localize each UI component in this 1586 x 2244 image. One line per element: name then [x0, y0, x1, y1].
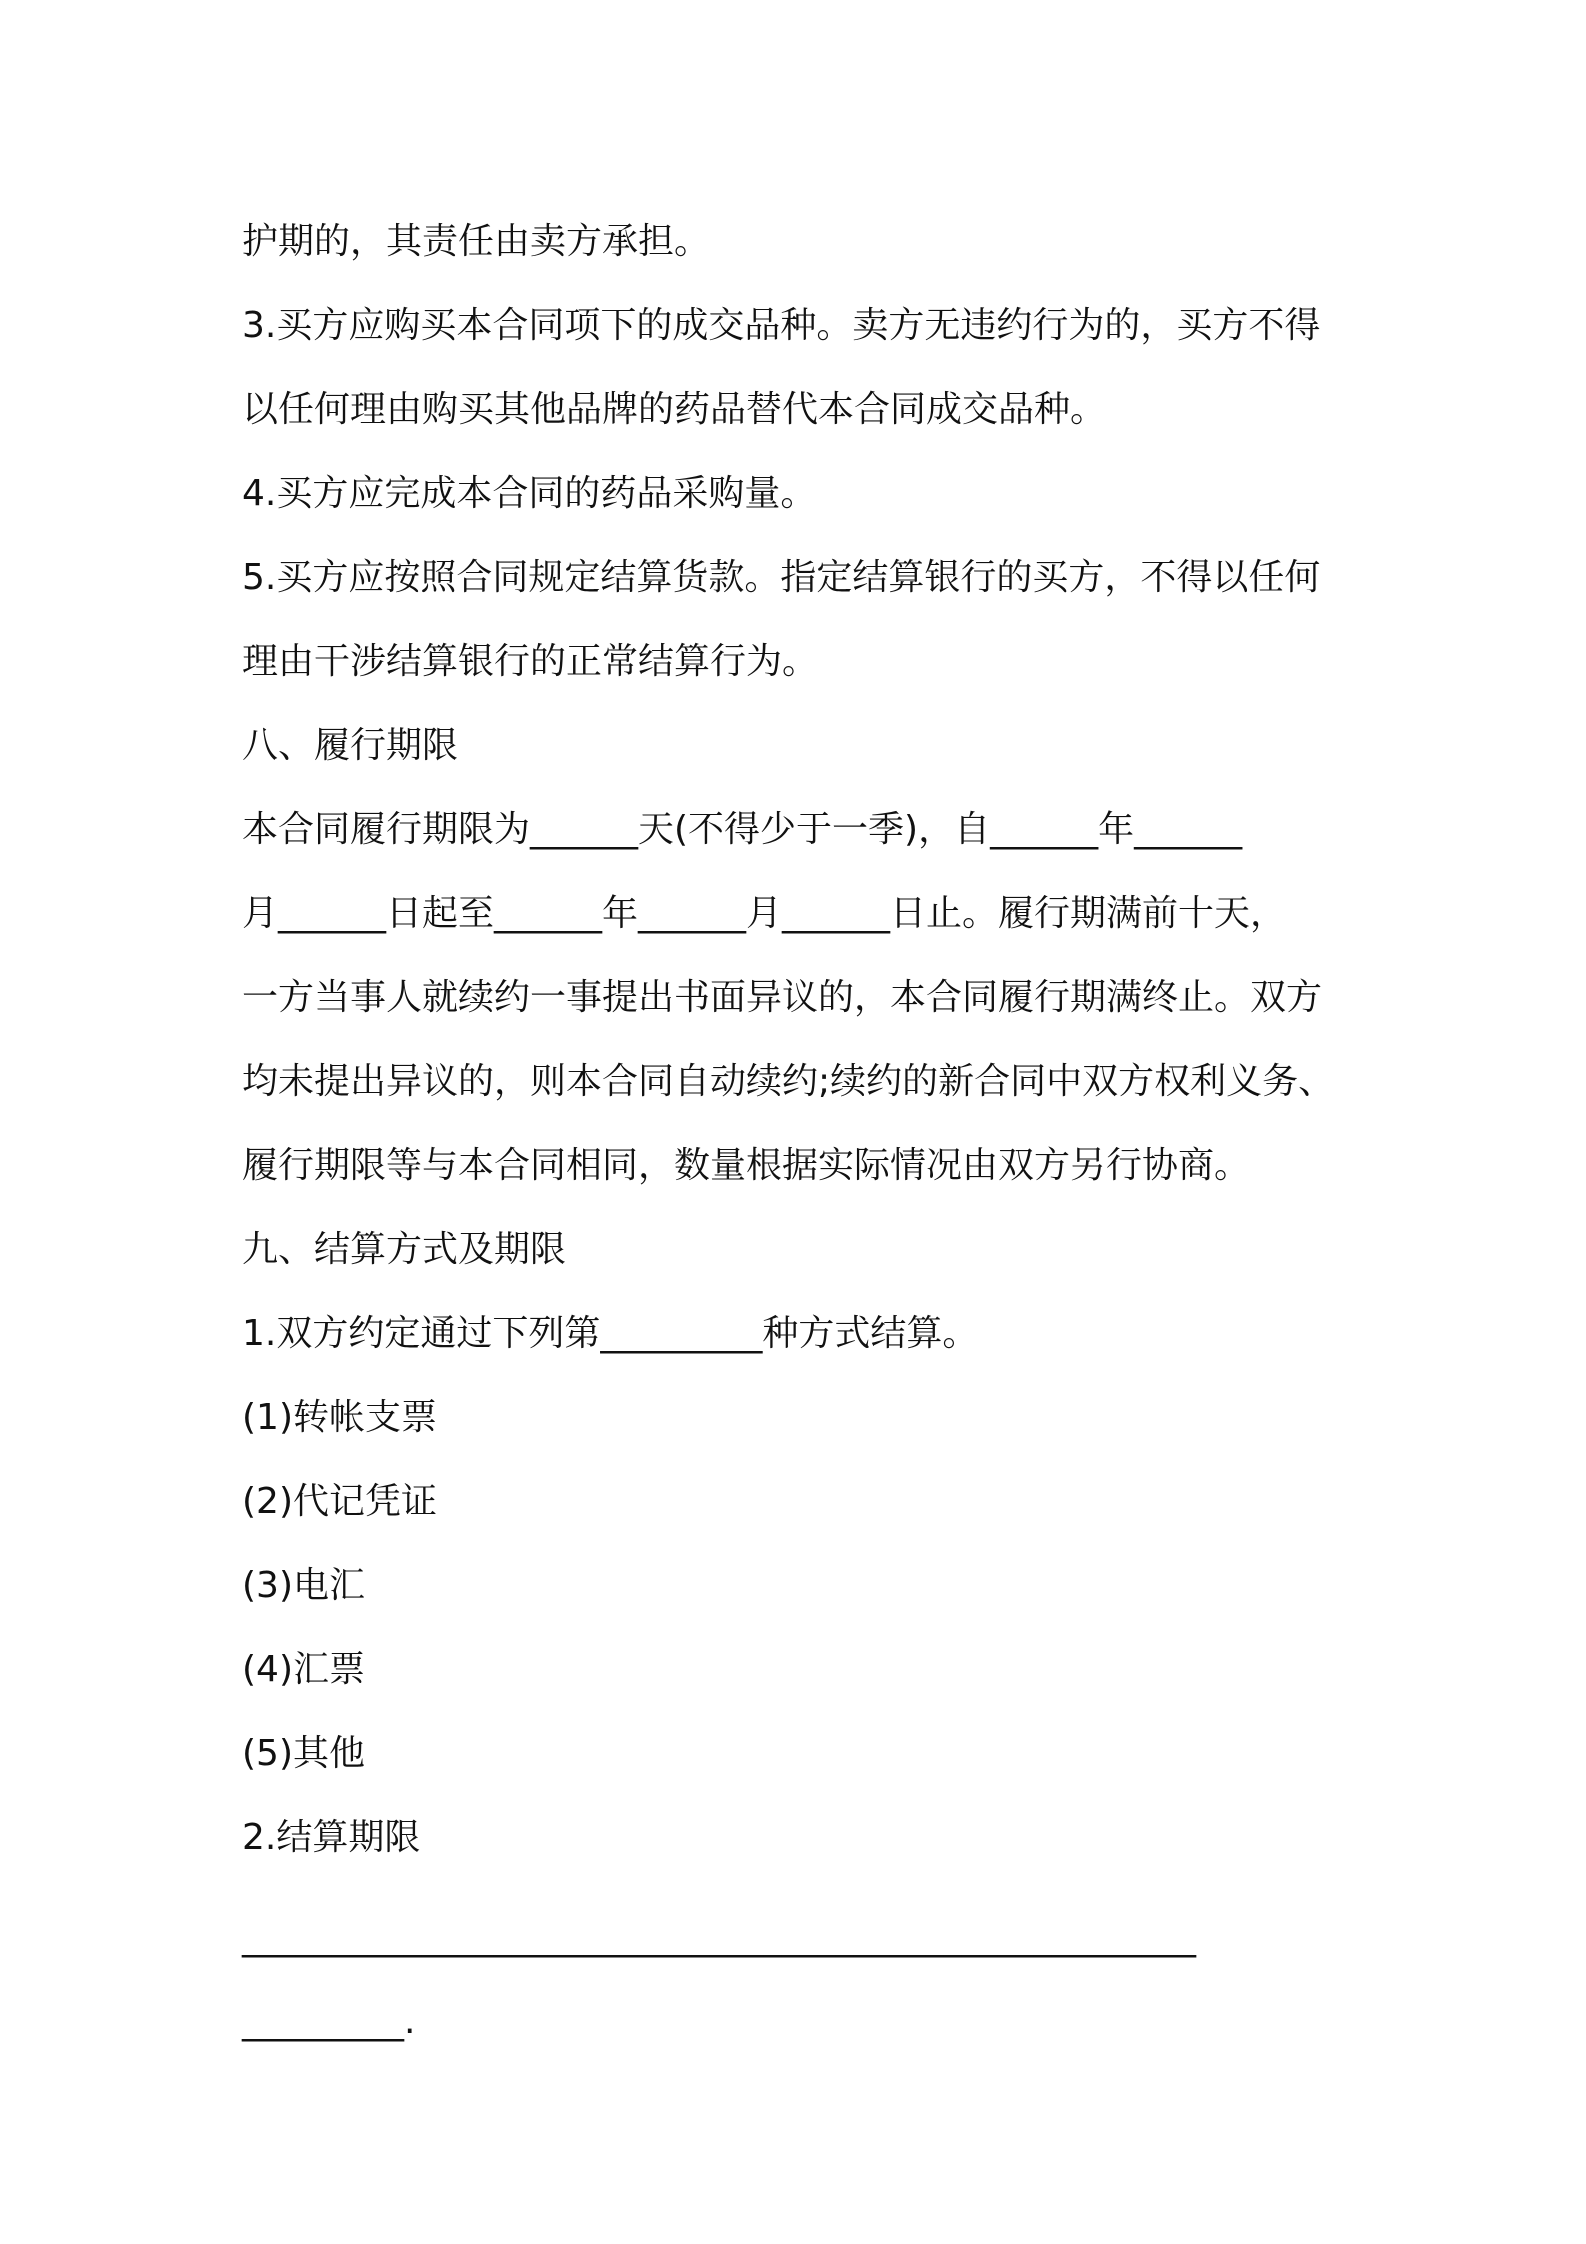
- settlement-option-2: (2)代记凭证: [242, 1481, 437, 1522]
- clause-3-line-2: 以任何理由购买其他品牌的药品替代本合同成交品种。: [242, 389, 1107, 430]
- spacer: [242, 1880, 1352, 1896]
- section-heading-9: 九、结算方式及期限: [242, 1229, 567, 1270]
- settlement-clause-2: 2.结算期限: [242, 1817, 421, 1858]
- settlement-option-4: (4)汇票: [242, 1649, 365, 1690]
- settlement-clause-1: 1.双方约定通过下列第_________种方式结算。: [242, 1313, 979, 1354]
- term-line-5: 履行期限等与本合同相同，数量根据实际情况由双方另行协商。: [242, 1145, 1251, 1186]
- document-body: [242, 200, 1352, 2064]
- term-line-4: 均未提出异议的，则本合同自动续约;续约的新合同中双方权利义务、: [242, 1061, 1335, 1102]
- blank-line-2: _________.: [242, 2001, 416, 2042]
- clause-5-line-2: 理由干涉结算银行的正常结算行为。: [242, 641, 819, 682]
- blank-line-1: _____________________________________________________: [242, 1917, 1196, 1958]
- settlement-option-3: (3)电汇: [242, 1565, 365, 1606]
- section-heading-8: 八、履行期限: [242, 725, 459, 766]
- term-line-3: 一方当事人就续约一事提出书面异议的，本合同履行期满终止。双方: [242, 977, 1323, 1018]
- clause-3-line-1: 3.买方应购买本合同项下的成交品种。卖方无违约行为的，买方不得: [242, 305, 1321, 346]
- term-line-2: 月______日起至______年______月______日止。履行期满前十天，: [242, 893, 1287, 934]
- text-line: 护期的，其责任由卖方承担。: [242, 221, 711, 262]
- term-line-1: 本合同履行期限为______天(不得少于一季)，自______年______: [242, 809, 1243, 850]
- clause-4: 4.买方应完成本合同的药品采购量。: [242, 473, 817, 514]
- clause-5-line-1: 5.买方应按照合同规定结算货款。指定结算银行的买方，不得以任何: [242, 557, 1321, 598]
- settlement-option-1: (1)转帐支票: [242, 1397, 437, 1438]
- settlement-option-5: (5)其他: [242, 1733, 365, 1774]
